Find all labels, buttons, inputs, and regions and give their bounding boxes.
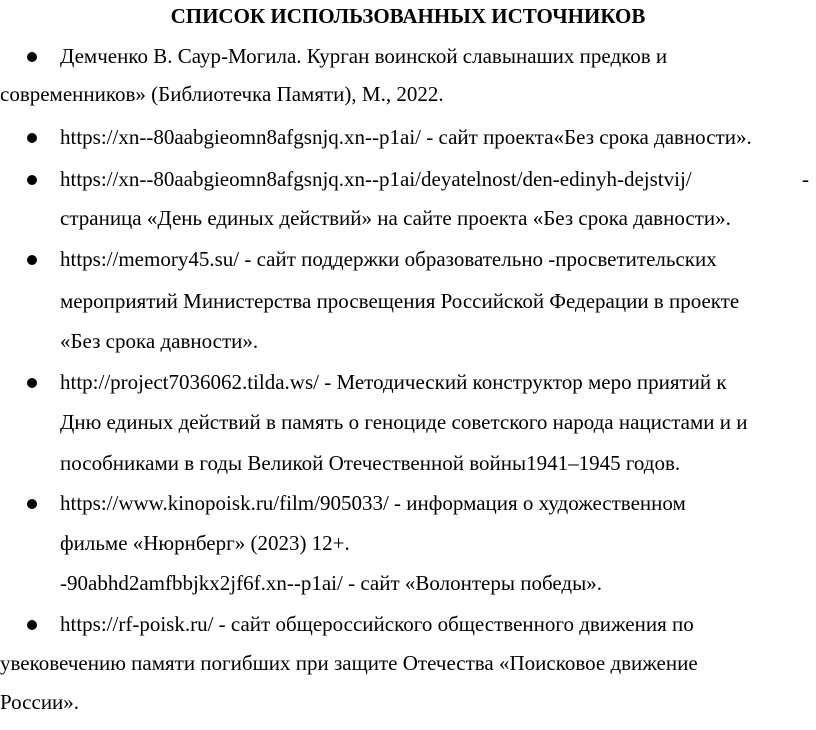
bullet-icon [27, 175, 37, 185]
list-item-line: https://xn--80aabgieomn8afgsnjq.xn--p1ai/ - сайт проекта«Без срока давности». [60, 125, 752, 149]
bullet-icon [27, 255, 37, 265]
list-item-line: https://www.kinopoisk.ru/film/905033/ - информация о художественном [60, 491, 686, 515]
list-item-line: «Без срока давности». [60, 329, 259, 353]
bullet-icon [27, 52, 37, 62]
list-item-line: страница «День единых действий» на сайте проекта «Без срока давности». [60, 206, 731, 230]
list-item-line: пособниками в годы Великой Отечественной войны1941–1945 годов. [60, 451, 681, 475]
list-item-line: современников» (Библиотечка Памяти), М., 2022. [0, 82, 444, 106]
bullet-icon [27, 499, 37, 509]
bullet-icon [27, 133, 37, 143]
list-item-line: https://xn--80aabgieomn8afgsnjq.xn--p1ai/deyatelnost/den-edinyh-dejstvij/ [60, 167, 692, 191]
page-title: СПИСОК ИСПОЛЬЗОВАННЫХ ИСТОЧНИКОВ [170, 4, 646, 28]
list-item-line: https://rf-poisk.ru/ - сайт общероссийского общественного движения по [60, 612, 694, 636]
list-item-line: фильме «Нюрнберг» (2023) 12+. [60, 531, 350, 555]
list-item-line: http://project7036062.tilda.ws/ - Методический конструктор меро приятий к [60, 370, 727, 394]
list-item-line: России». [0, 690, 80, 714]
bullet-icon [27, 378, 37, 388]
trailing-dash: - [802, 167, 809, 191]
list-item-line: https://memory45.su/ - сайт поддержки образовательно -просветительских [60, 247, 717, 271]
list-item-line: Демченко В. Саур-Могила. Курган воинской славынаших предков и [60, 44, 668, 68]
list-item-line: увековечению памяти погибших при защите Отечества «Поисковое движение [0, 651, 698, 675]
list-item-line: мероприятий Министерства просвещения Российской Федерации в проекте [60, 289, 740, 313]
list-item-line: -90abhd2amfbbjkx2jf6f.xn--p1ai/ - сайт «Волонтеры победы». [60, 571, 602, 595]
list-item-line: Дню единых действий в память о геноциде советского народа нацистами и и [60, 410, 748, 434]
bullet-icon [27, 620, 37, 630]
